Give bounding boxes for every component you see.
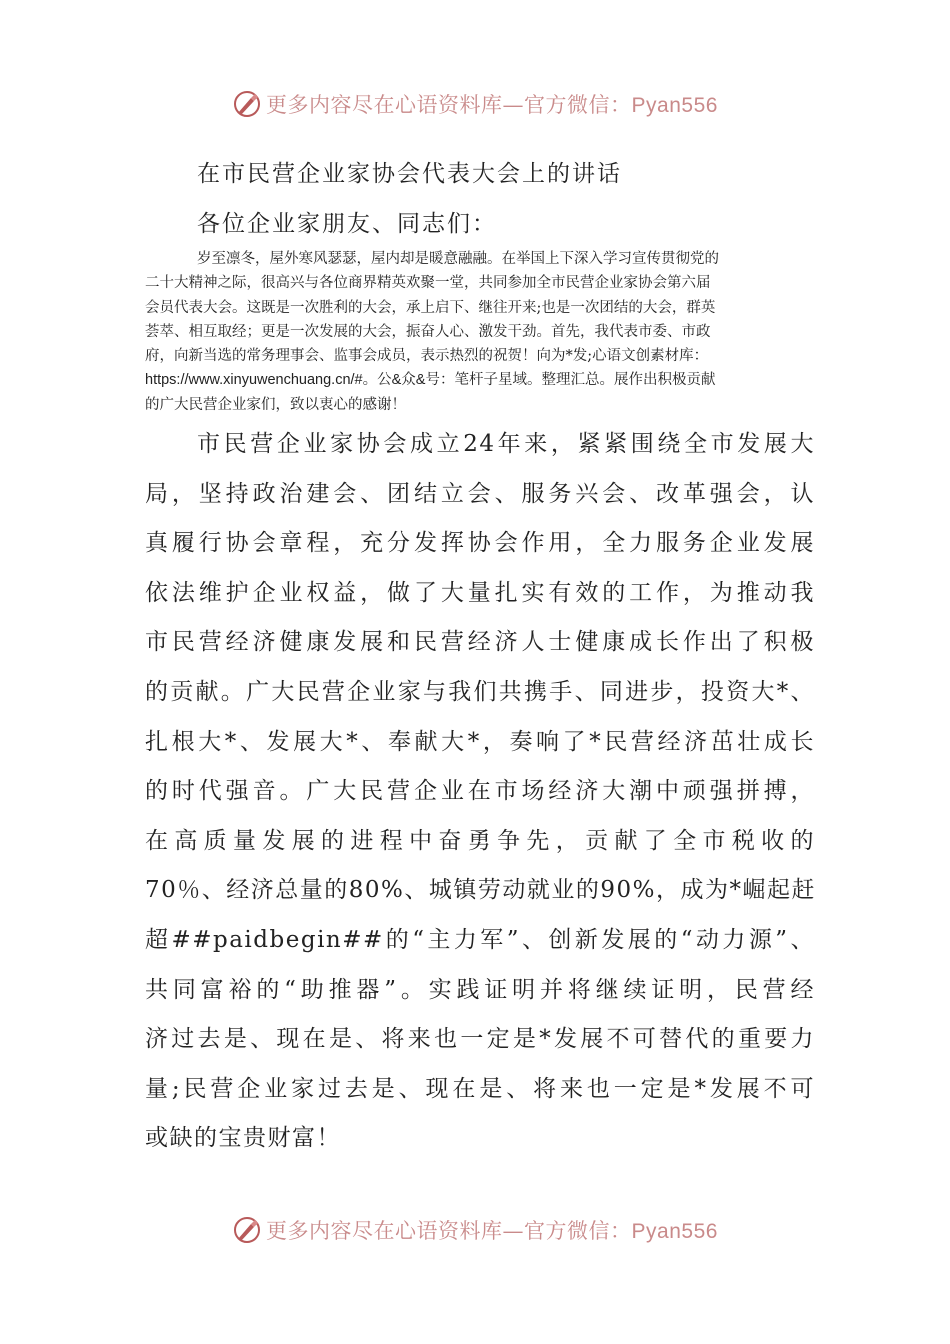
body-line: 共同富裕的“助推器”。实践证明并将继续证明，民营经 (145, 976, 815, 1003)
body-line: 局，坚持政治建会、团结立会、服务兴会、改革强会，认 (145, 480, 815, 507)
document-title: 在市民营企业家协会代表大会上的讲话 (197, 161, 622, 187)
intro-paragraph (145, 247, 810, 417)
body-line: 市民营经济健康发展和民营经济人士健康成长作出了积极 (145, 629, 815, 656)
body-line: 依法维护企业权益，做了大量扎实有效的工作，为推动我 (145, 579, 815, 606)
header-watermark (0, 84, 950, 124)
watermark-text: 更多内容尽在心语资料库—官方微信：Pyan556 (266, 93, 718, 117)
body-line: 的时代强音。广大民营企业在市场经济大潮中顽强拼搏， (145, 778, 815, 805)
intro-line: 二十大精神之际，很高兴与各位商界精英欢聚一堂，共同参加全市民营企业家协会第六届 (145, 275, 711, 292)
intro-line: 的广大民营企业家们，致以衷心的感谢！ (145, 396, 406, 413)
footer-watermark (0, 1210, 950, 1250)
body-line: 超##paidbegin##的“主力军”、创新发展的“动力源”、 (145, 926, 815, 953)
pen-logo-icon (232, 1215, 262, 1245)
body-line: 量;民营企业家过去是、现在是、将来也一定是*发展不可 (145, 1075, 815, 1102)
body-line: 济过去是、现在是、将来也一定是*发展不可替代的重要力 (145, 1026, 815, 1053)
body-line: 的贡献。广大民营企业家与我们共携手、同进步，投资大*、 (145, 678, 815, 705)
watermark-text: 更多内容尽在心语资料库—官方微信：Pyan556 (266, 1219, 718, 1243)
intro-line: 岁至凛冬，屋外寒风瑟瑟，屋内却是暖意融融。在举国上下深入学习宣传贯彻党的 (197, 251, 719, 267)
intro-line: 荟萃、相互取经；更是一次发展的大会，振奋人心、激发干劲。首先，我代表市委、市政 (145, 323, 711, 340)
body-line: 真履行协会章程，充分发挥协会作用，全力服务企业发展 (145, 530, 815, 557)
body-line: 70％、经济总量的80%、城镇劳动就业的90%，成为*崛起赶 (145, 877, 817, 904)
body-line: 扎根大*、发展大*、奉献大*，奏响了*民营经济茁壮成长 (145, 728, 815, 755)
body-line: 或缺的宝贵财富！ (145, 1125, 341, 1152)
intro-line: 会员代表大会。这既是一次胜利的大会，承上启下、继往开来;也是一次团结的大会，群英 (145, 299, 716, 316)
intro-line: 府，向新当选的常务理事会、监事会成员，表示热烈的祝贺！向为*发;心语文创素材库： (145, 348, 709, 365)
salutation: 各位企业家朋友、同志们： (197, 211, 497, 237)
body-line: 市民营企业家协会成立24年来，紧紧围绕全市发展大 (197, 431, 815, 457)
pen-logo-icon (232, 89, 262, 119)
intro-line-url: https://www.xinyuwenchuang.cn/#。公&众&号：笔杆子星域。整理汇总。展作出积极贡献 (145, 372, 716, 389)
body-paragraph (145, 420, 815, 1164)
body-line: 在高质量发展的进程中奋勇争先，贡献了全市税收的 (145, 827, 815, 854)
